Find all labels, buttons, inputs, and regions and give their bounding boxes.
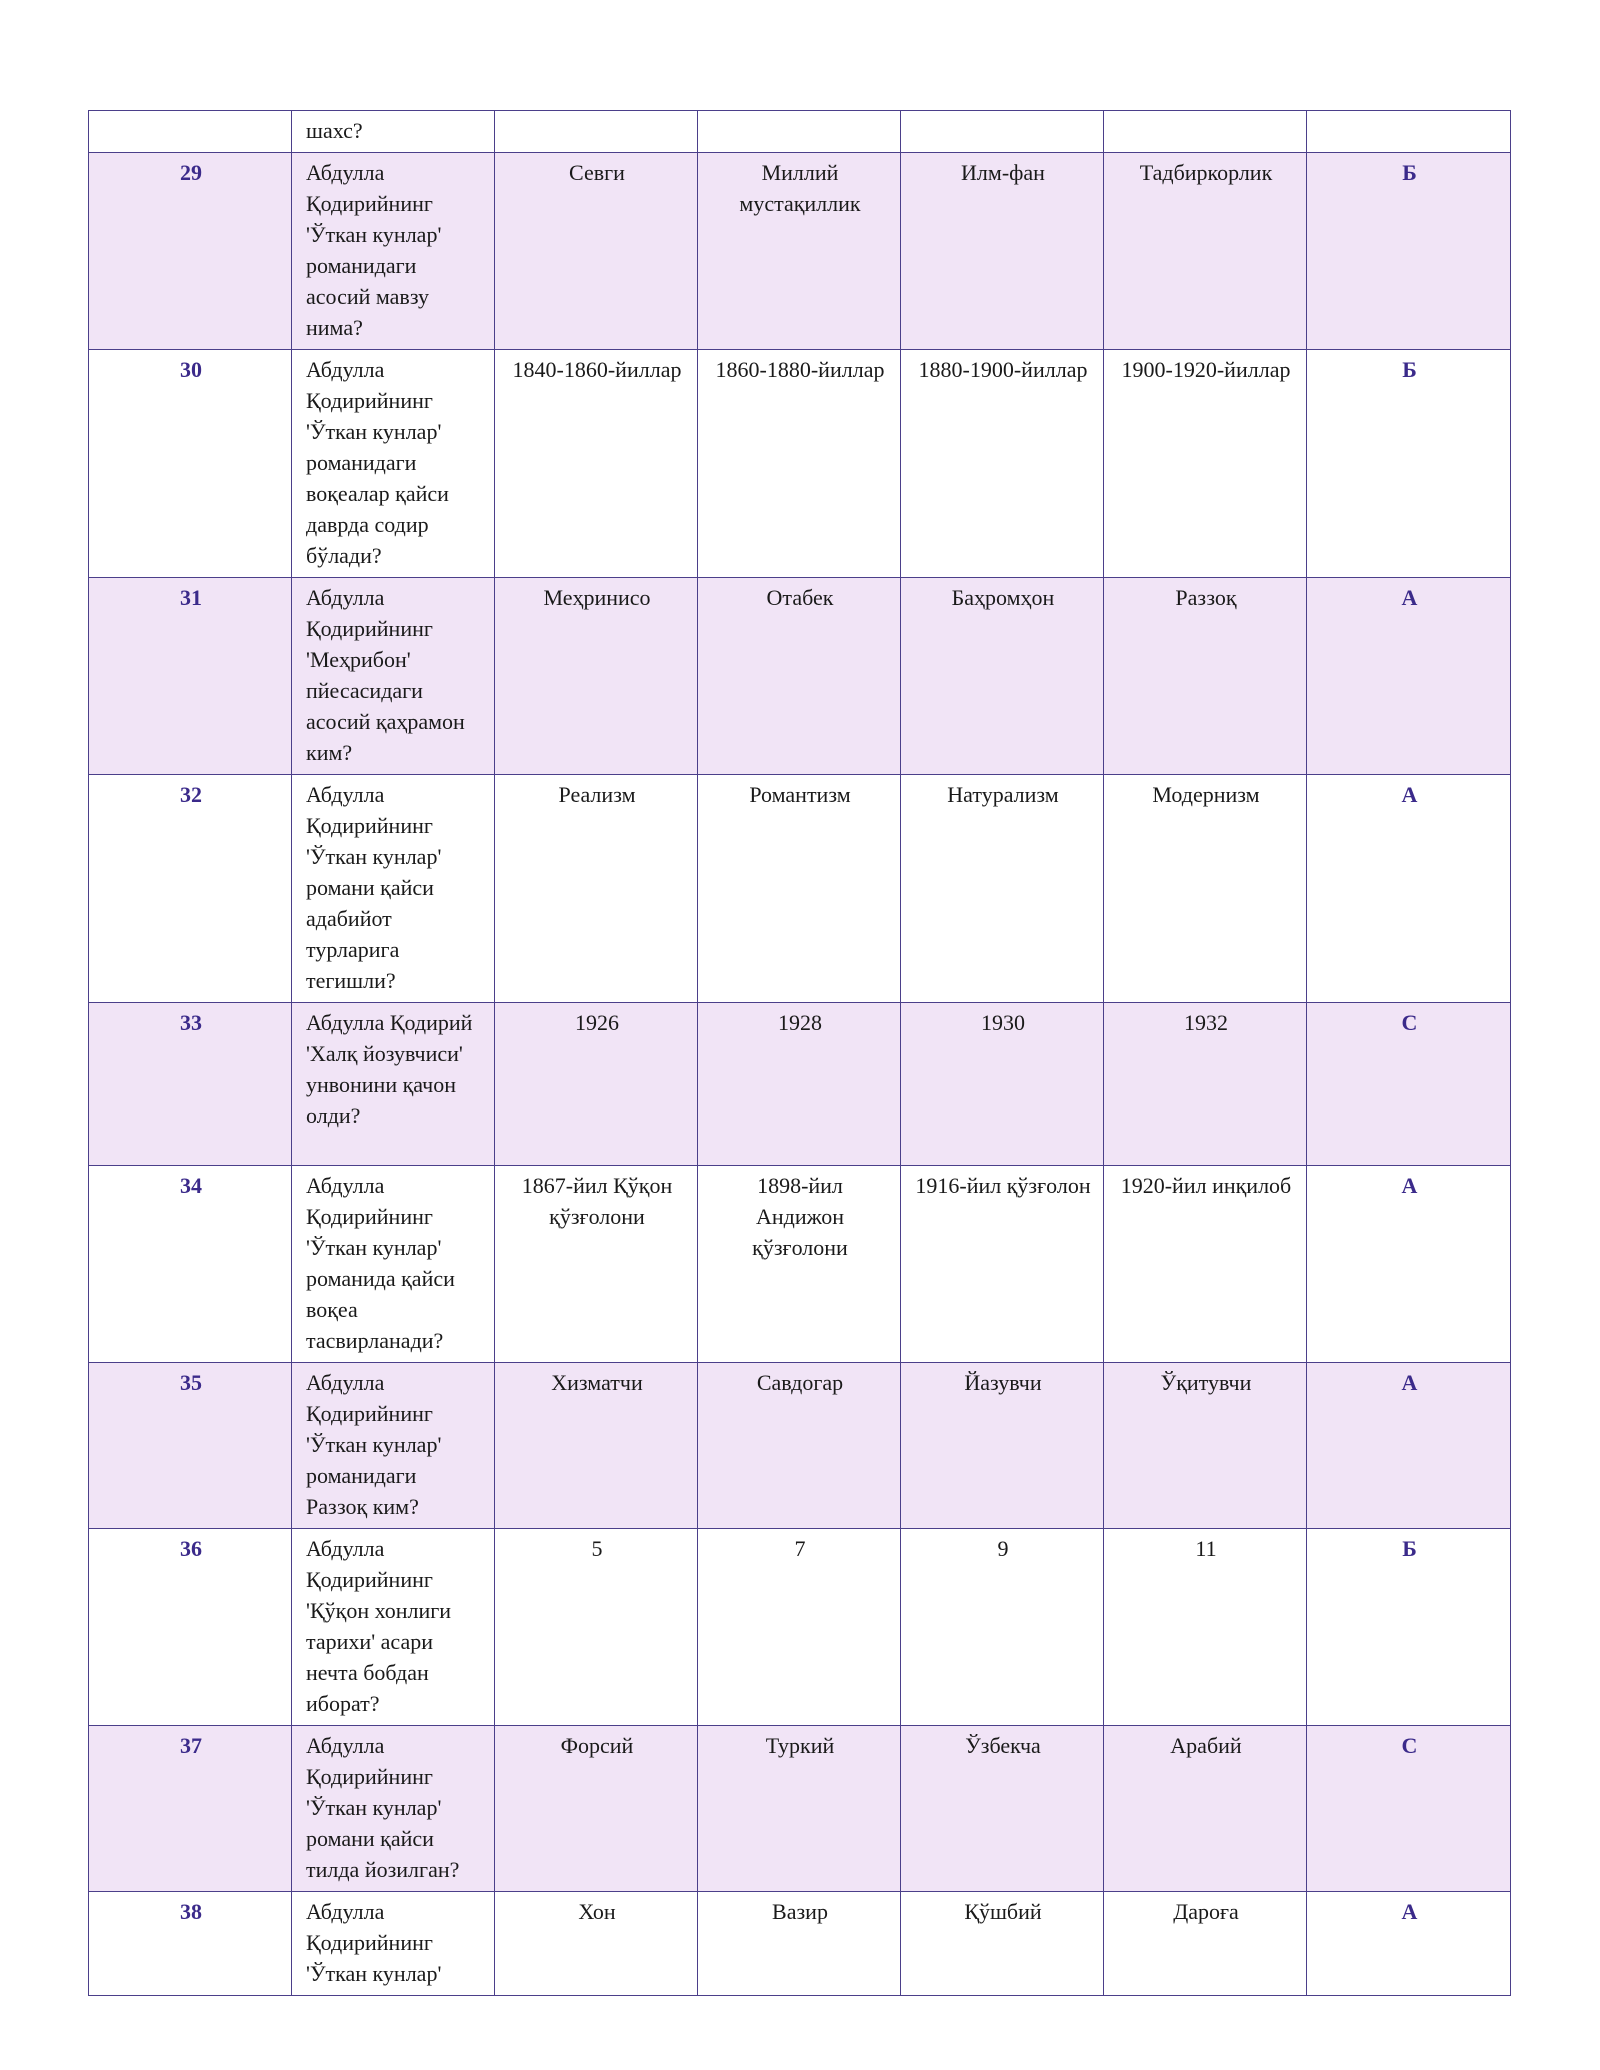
option-a: Форсий	[495, 1726, 698, 1892]
question-text: Абдулла Қодирийнинг 'Ўткан кунлар' романидаги воқеалар қайси даврда содир бўлади?	[292, 350, 495, 578]
option-c	[901, 111, 1104, 153]
option-c: 1880-1900-йиллар	[901, 350, 1104, 578]
option-a: Реализм	[495, 775, 698, 1003]
question-number: 36	[89, 1529, 292, 1726]
table-row	[89, 350, 1511, 578]
question-number	[89, 111, 292, 153]
option-d: Дароға	[1104, 1892, 1307, 1996]
question-text: Абдулла Қодирийнинг 'Ўткан кунлар' романидаги Раззоқ ким?	[292, 1363, 495, 1529]
option-c: Натурализм	[901, 775, 1104, 1003]
table-row	[89, 1003, 1511, 1166]
option-a: 5	[495, 1529, 698, 1726]
question-text: Абдулла Қодирий 'Халқ йозувчиси' унвонини қачон олди?	[292, 1003, 495, 1166]
option-b: Вазир	[698, 1892, 901, 1996]
option-b: Миллий мустақиллик	[698, 153, 901, 350]
correct-answer: А	[1307, 578, 1511, 775]
option-b: Отабек	[698, 578, 901, 775]
table-row	[89, 578, 1511, 775]
option-d: Арабий	[1104, 1726, 1307, 1892]
question-number: 33	[89, 1003, 292, 1166]
question-number: 31	[89, 578, 292, 775]
correct-answer: Б	[1307, 350, 1511, 578]
option-b: 1860-1880-йиллар	[698, 350, 901, 578]
option-d	[1104, 111, 1307, 153]
option-b: 7	[698, 1529, 901, 1726]
correct-answer: А	[1307, 1166, 1511, 1363]
option-a: Севги	[495, 153, 698, 350]
question-text: Абдулла Қодирийнинг 'Ўткан кунлар' романи қайси тилда йозилган?	[292, 1726, 495, 1892]
question-number: 30	[89, 350, 292, 578]
quiz-table	[88, 110, 1511, 1996]
question-number: 38	[89, 1892, 292, 1996]
option-d: Модернизм	[1104, 775, 1307, 1003]
option-a: Хизматчи	[495, 1363, 698, 1529]
option-c: 1916-йил қўзғолон	[901, 1166, 1104, 1363]
option-d: 1920-йил инқилоб	[1104, 1166, 1307, 1363]
option-d: Тадбиркорлик	[1104, 153, 1307, 350]
option-c: Илм-фан	[901, 153, 1104, 350]
question-number: 34	[89, 1166, 292, 1363]
table-row	[89, 1363, 1511, 1529]
option-d: Ўқитувчи	[1104, 1363, 1307, 1529]
option-d: Раззоқ	[1104, 578, 1307, 775]
table-row	[89, 153, 1511, 350]
question-text: Абдулла Қодирийнинг 'Ўткан кунлар'	[292, 1892, 495, 1996]
table-row	[89, 1726, 1511, 1892]
correct-answer: А	[1307, 1892, 1511, 1996]
question-text: Абдулла Қодирийнинг 'Ўткан кунлар' романида қайси воқеа тасвирланади?	[292, 1166, 495, 1363]
correct-answer: А	[1307, 1363, 1511, 1529]
option-a	[495, 111, 698, 153]
option-a: 1926	[495, 1003, 698, 1166]
option-a: 1840-1860-йиллар	[495, 350, 698, 578]
option-c: 1930	[901, 1003, 1104, 1166]
option-c: Ўзбекча	[901, 1726, 1104, 1892]
option-d: 1932	[1104, 1003, 1307, 1166]
option-a: Хон	[495, 1892, 698, 1996]
option-b: Савдогар	[698, 1363, 901, 1529]
question-text: Абдулла Қодирийнинг 'Ўткан кунлар' романи қайси адабийот турларига тегишли?	[292, 775, 495, 1003]
option-b	[698, 111, 901, 153]
option-b: 1928	[698, 1003, 901, 1166]
option-a: Меҳринисо	[495, 578, 698, 775]
option-b: Романтизм	[698, 775, 901, 1003]
table-row	[89, 1892, 1511, 1996]
option-d: 1900-1920-йиллар	[1104, 350, 1307, 578]
question-number: 35	[89, 1363, 292, 1529]
question-text: Абдулла Қодирийнинг 'Ўткан кунлар' романидаги асосий мавзу нима?	[292, 153, 495, 350]
option-b: 1898-йил Андижон қўзғолони	[698, 1166, 901, 1363]
correct-answer	[1307, 111, 1511, 153]
correct-answer: А	[1307, 775, 1511, 1003]
option-c: Қўшбий	[901, 1892, 1104, 1996]
question-number: 32	[89, 775, 292, 1003]
table-row	[89, 775, 1511, 1003]
option-b: Туркий	[698, 1726, 901, 1892]
correct-answer: Б	[1307, 153, 1511, 350]
option-c: Йазувчи	[901, 1363, 1104, 1529]
correct-answer: Б	[1307, 1529, 1511, 1726]
table-row	[89, 1166, 1511, 1363]
question-text: Абдулла Қодирийнинг 'Меҳрибон' пйесасидаги асосий қаҳрамон ким?	[292, 578, 495, 775]
correct-answer: С	[1307, 1726, 1511, 1892]
question-text: шахс?	[292, 111, 495, 153]
question-number: 29	[89, 153, 292, 350]
table-row	[89, 111, 1511, 153]
option-a: 1867-йил Қўқон қўзғолони	[495, 1166, 698, 1363]
question-text: Абдулла Қодирийнинг 'Қўқон хонлиги тарихи' асари нечта бобдан иборат?	[292, 1529, 495, 1726]
option-c: Баҳромҳон	[901, 578, 1104, 775]
table-row	[89, 1529, 1511, 1726]
option-c: 9	[901, 1529, 1104, 1726]
option-d: 11	[1104, 1529, 1307, 1726]
correct-answer: С	[1307, 1003, 1511, 1166]
question-number: 37	[89, 1726, 292, 1892]
